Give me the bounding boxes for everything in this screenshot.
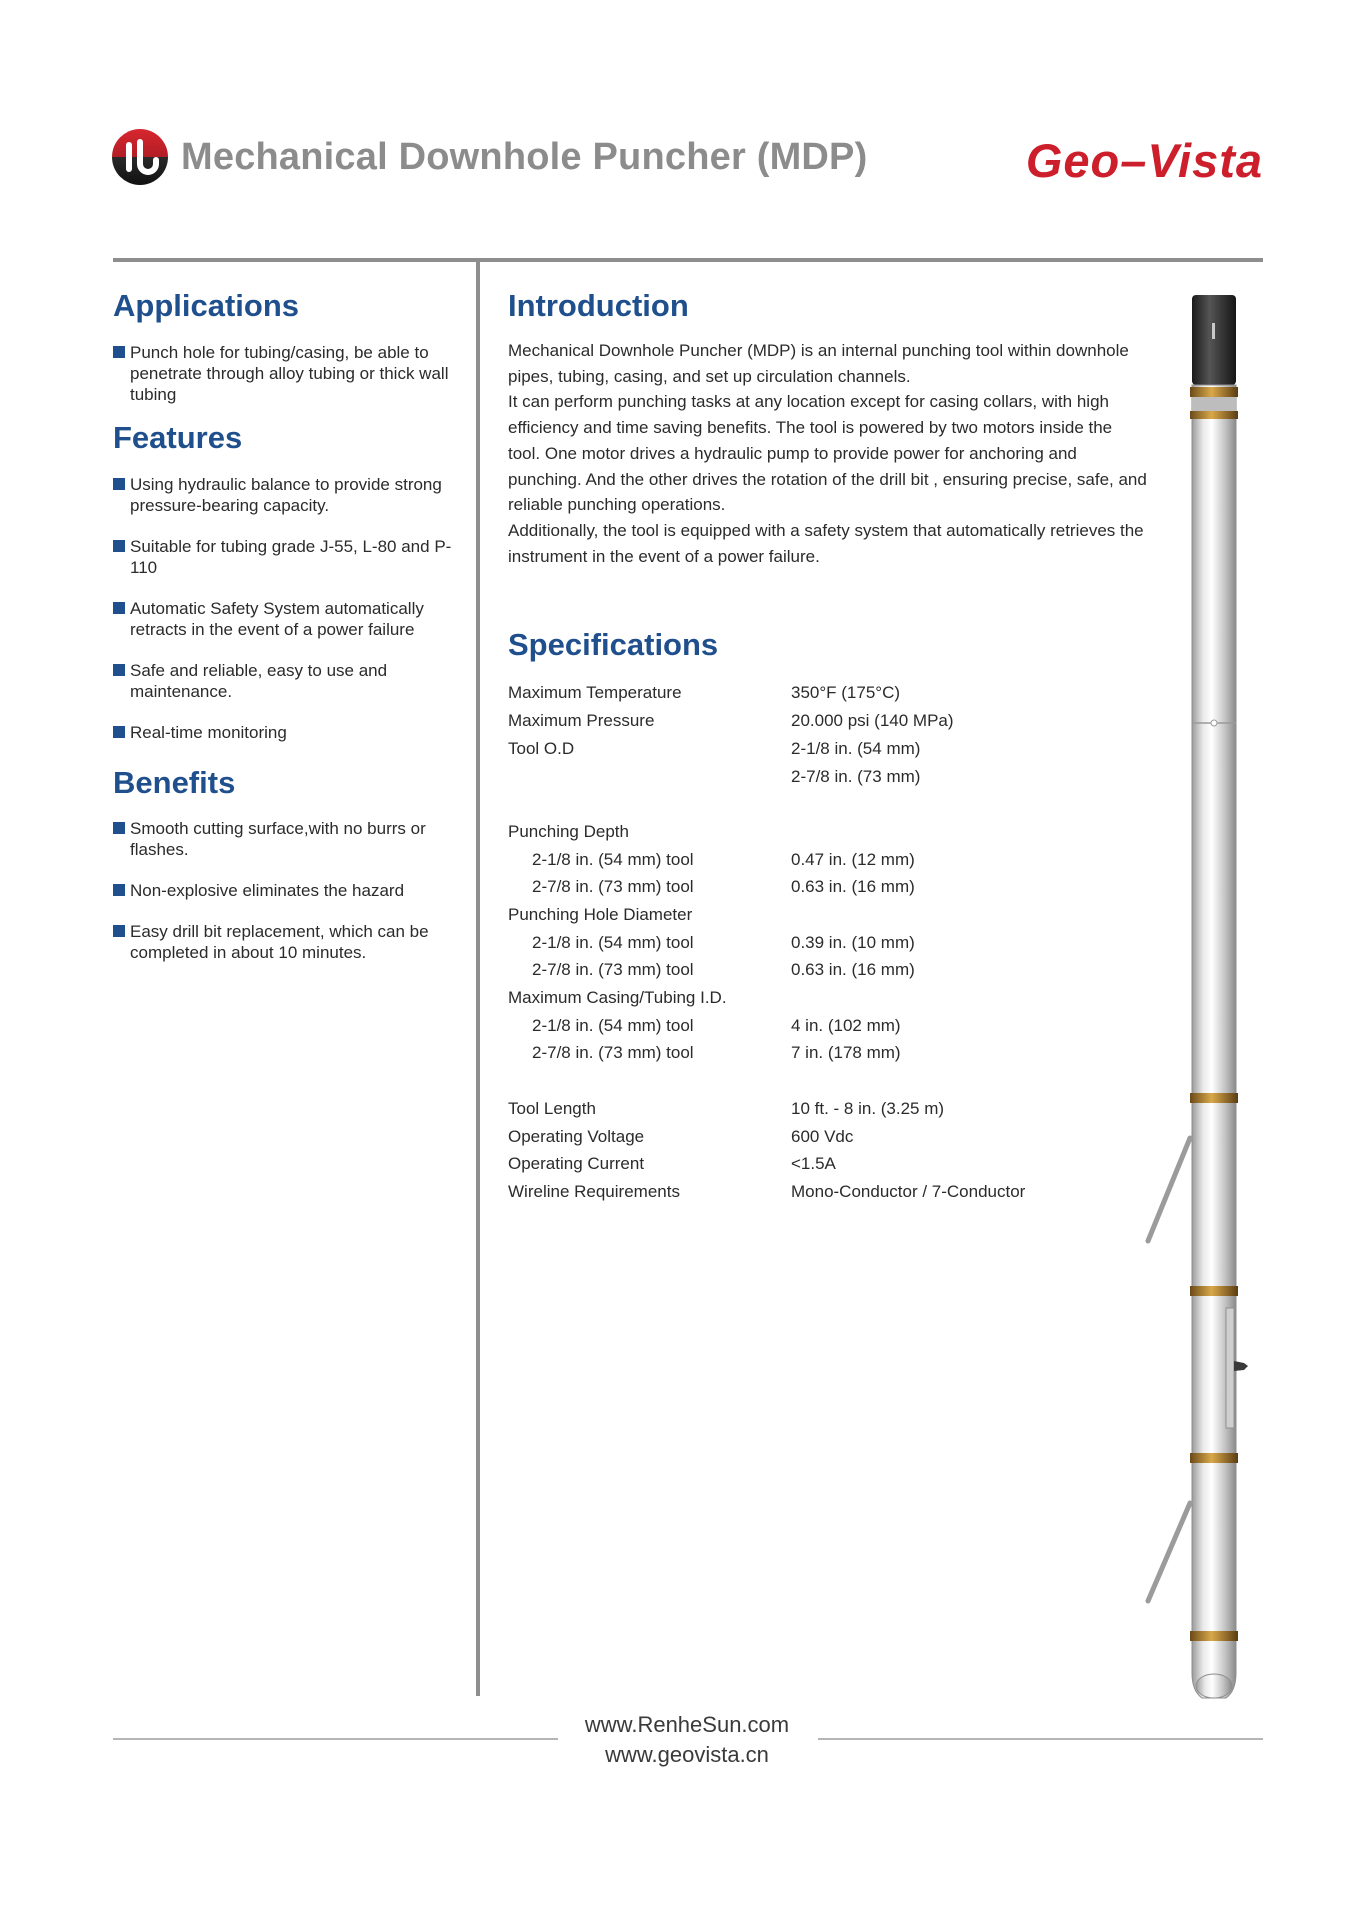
bullet-square-icon xyxy=(113,602,125,614)
list-item: Punch hole for tubing/casing, be able to penetrate through alloy tubing or thick wall tubing xyxy=(113,342,453,405)
intro-paragraph: Mechanical Downhole Puncher (MDP) is an internal punching tool within downhole pipes, tubing, casing, and set up circulation channels. xyxy=(508,341,1129,386)
brand-logo: Geo–Vista xyxy=(1025,134,1263,187)
applications-heading: Applications xyxy=(113,288,300,323)
list-item: Non-explosive eliminates the hazard xyxy=(113,880,453,901)
bullet-square-icon xyxy=(113,478,125,490)
intro-paragraph: It can perform punching tasks at any location except for casing collars, with high efficiency and time saving benefits. The tool is powered by two motors inside the tool. One motor drives a hydraulic pump to provide power for anchoring and punching. And the other drives the rotation of the drill bit , ensuring precise, safe, and reliable punching operations. xyxy=(508,392,1147,515)
intro-paragraph: Additionally, the tool is equipped with a safety system that automatically retrieves the instrument in the event of a power failure. xyxy=(508,520,1144,566)
column-divider xyxy=(476,260,480,1696)
list-item: Using hydraulic balance to provide strong pressure-bearing capacity. xyxy=(113,474,453,516)
bullet-square-icon xyxy=(113,540,125,552)
bullet-square-icon xyxy=(113,925,125,937)
footer-url-renhesun[interactable]: www.RenheSun.com xyxy=(584,1712,790,1737)
introduction-text xyxy=(508,338,1148,569)
footer-divider xyxy=(818,1738,1263,1740)
footer-divider xyxy=(113,1738,558,1740)
bullet-square-icon xyxy=(113,726,125,738)
benefits-list xyxy=(113,818,453,963)
list-item: Safe and reliable, easy to use and maintenance. xyxy=(113,660,453,702)
header-divider xyxy=(113,258,1263,262)
specifications-heading: Specifications xyxy=(508,627,719,662)
document-title: Mechanical Downhole Puncher (MDP) xyxy=(181,136,868,178)
bullet-square-icon xyxy=(113,822,125,834)
list-item: Easy drill bit replacement, which can be completed in about 10 minutes. xyxy=(113,921,453,963)
footer-url-geovista[interactable]: www.geovista.cn xyxy=(605,1742,769,1767)
benefits-heading: Benefits xyxy=(113,765,236,800)
company-logo xyxy=(111,128,169,186)
bullet-square-icon xyxy=(113,884,125,896)
bullet-square-icon xyxy=(113,346,125,358)
tool-illustration xyxy=(1140,293,1270,1703)
bullet-square-icon xyxy=(113,664,125,676)
features-heading: Features xyxy=(113,420,243,455)
list-item: Smooth cutting surface,with no burrs or flashes. xyxy=(113,818,453,860)
list-item: Automatic Safety System automatically retracts in the event of a power failure xyxy=(113,598,453,640)
list-item: Real-time monitoring xyxy=(113,722,453,743)
list-item: Suitable for tubing grade J-55, L-80 and P-110 xyxy=(113,536,453,578)
features-list xyxy=(113,474,453,743)
introduction-heading: Introduction xyxy=(508,288,689,323)
applications-list xyxy=(113,342,453,405)
